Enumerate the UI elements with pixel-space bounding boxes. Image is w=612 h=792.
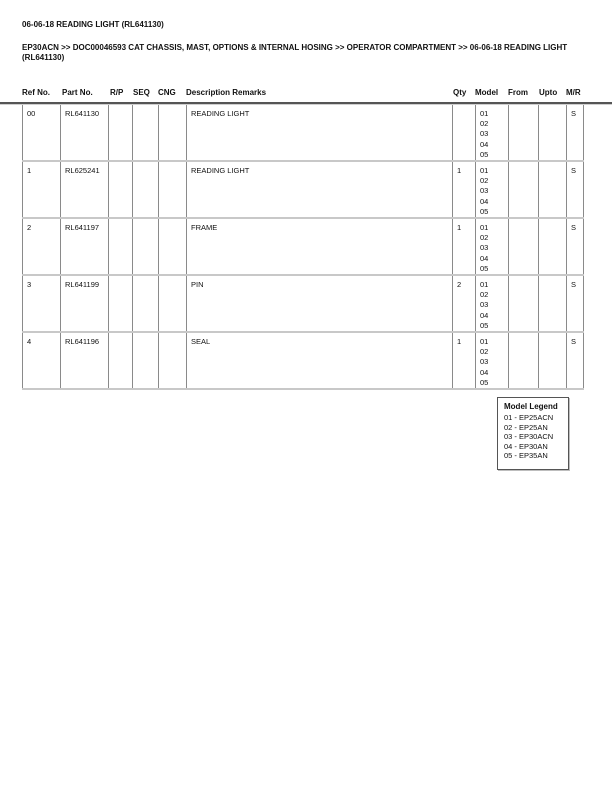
cell-ref: 2: [23, 218, 61, 275]
col-header-model: Model: [475, 88, 499, 97]
model-code: 01: [480, 337, 489, 347]
column-header-row: [0, 88, 612, 102]
cell-qty: 1: [453, 161, 476, 218]
model-code: 02: [480, 233, 489, 243]
model-code: 03: [480, 129, 489, 139]
model-code: 02: [480, 119, 489, 129]
cell-rp: [109, 275, 133, 332]
page-title: 06-06-18 READING LIGHT (RL641130): [22, 20, 164, 29]
legend-item: 05 - EP35AN: [504, 451, 548, 461]
cell-description: READING LIGHT: [187, 105, 453, 161]
cell-seq: [133, 218, 159, 275]
model-code: 03: [480, 357, 489, 367]
cell-description: FRAME: [187, 218, 453, 275]
cell-part-number: RL625241: [61, 161, 109, 218]
col-header-qty: Qty: [453, 88, 467, 97]
cell-upto: [539, 161, 567, 218]
model-code: 01: [480, 166, 489, 176]
cell-upto: [539, 218, 567, 275]
legend-item: 04 - EP30AN: [504, 441, 548, 451]
model-code: 02: [480, 176, 489, 186]
cell-rp: [109, 105, 133, 161]
model-code: 03: [480, 186, 489, 196]
cell-cng: [159, 332, 187, 389]
cell-mr: S: [567, 105, 584, 161]
model-code: 04: [480, 367, 489, 377]
model-code: 03: [480, 300, 489, 310]
model-code: 04: [480, 253, 489, 263]
cell-mr: S: [567, 275, 584, 332]
model-code: 04: [480, 310, 489, 320]
cell-models: [476, 332, 509, 389]
cell-seq: [133, 161, 159, 218]
model-code: 05: [480, 320, 489, 330]
cell-part-number: RL641199: [61, 275, 109, 332]
col-header-ref: Ref No.: [22, 88, 50, 97]
cell-from: [509, 105, 539, 161]
cell-cng: [159, 161, 187, 218]
legend-item: 01 - EP25ACN: [504, 413, 554, 423]
col-header-mr: M/R: [566, 88, 581, 97]
cell-seq: [133, 275, 159, 332]
cell-rp: [109, 218, 133, 275]
model-code: 01: [480, 223, 489, 233]
parts-table: [22, 105, 584, 390]
model-code: 01: [480, 280, 489, 290]
cell-models: [476, 275, 509, 332]
col-header-from: From: [508, 88, 528, 97]
cell-part-number: RL641130: [61, 105, 109, 161]
col-header-desc: Description Remarks: [186, 88, 267, 97]
cell-qty: 2: [453, 275, 476, 332]
col-header-seq: SEQ: [133, 88, 150, 97]
breadcrumb: EP30ACN >> DOC00046593 CAT CHASSIS, MAST, OPTIONS & INTERNAL HOSING >> OPERATOR COMPARTMENT >> 06-06-18 READING LIGHT (RL641130): [22, 43, 568, 62]
cell-ref: 00: [23, 105, 61, 161]
cell-qty: [453, 105, 476, 161]
table-row: [23, 275, 584, 332]
col-header-rp: R/P: [110, 88, 124, 97]
model-code: 02: [480, 290, 489, 300]
model-code: 05: [480, 377, 489, 387]
cell-description: SEAL: [187, 332, 453, 389]
cell-part-number: RL641196: [61, 332, 109, 389]
cell-cng: [159, 275, 187, 332]
model-code: 03: [480, 243, 489, 253]
cell-part-number: RL641197: [61, 218, 109, 275]
table-row: [23, 332, 584, 389]
cell-ref: 1: [23, 161, 61, 218]
legend-title: Model Legend: [504, 402, 558, 411]
model-code: 05: [480, 263, 489, 273]
cell-ref: 4: [23, 332, 61, 389]
cell-upto: [539, 332, 567, 389]
model-code: 04: [480, 196, 489, 206]
table-row: [23, 105, 584, 161]
table-row: [23, 218, 584, 275]
col-header-cng: CNG: [158, 88, 176, 97]
cell-from: [509, 218, 539, 275]
cell-from: [509, 275, 539, 332]
cell-mr: S: [567, 332, 584, 389]
cell-models: [476, 105, 509, 161]
legend-item: 03 - EP30ACN: [504, 432, 554, 442]
model-code: 05: [480, 149, 489, 159]
model-legend: [497, 397, 569, 470]
model-code: 02: [480, 347, 489, 357]
cell-rp: [109, 161, 133, 218]
cell-seq: [133, 332, 159, 389]
cell-mr: S: [567, 161, 584, 218]
cell-seq: [133, 105, 159, 161]
cell-mr: S: [567, 218, 584, 275]
cell-rp: [109, 332, 133, 389]
cell-from: [509, 332, 539, 389]
cell-models: [476, 161, 509, 218]
legend-item: 02 - EP25AN: [504, 422, 548, 432]
cell-cng: [159, 218, 187, 275]
cell-upto: [539, 105, 567, 161]
cell-ref: 3: [23, 275, 61, 332]
cell-description: PIN: [187, 275, 453, 332]
col-header-part: Part No.: [62, 88, 93, 97]
cell-upto: [539, 275, 567, 332]
cell-models: [476, 218, 509, 275]
cell-cng: [159, 105, 187, 161]
col-header-upto: Upto: [539, 88, 558, 97]
cell-qty: 1: [453, 218, 476, 275]
model-code: 01: [480, 109, 489, 118]
table-row: [23, 161, 584, 218]
cell-qty: 1: [453, 332, 476, 389]
model-code: 04: [480, 139, 489, 149]
cell-description: READING LIGHT: [187, 161, 453, 218]
model-code: 05: [480, 206, 489, 216]
cell-from: [509, 161, 539, 218]
